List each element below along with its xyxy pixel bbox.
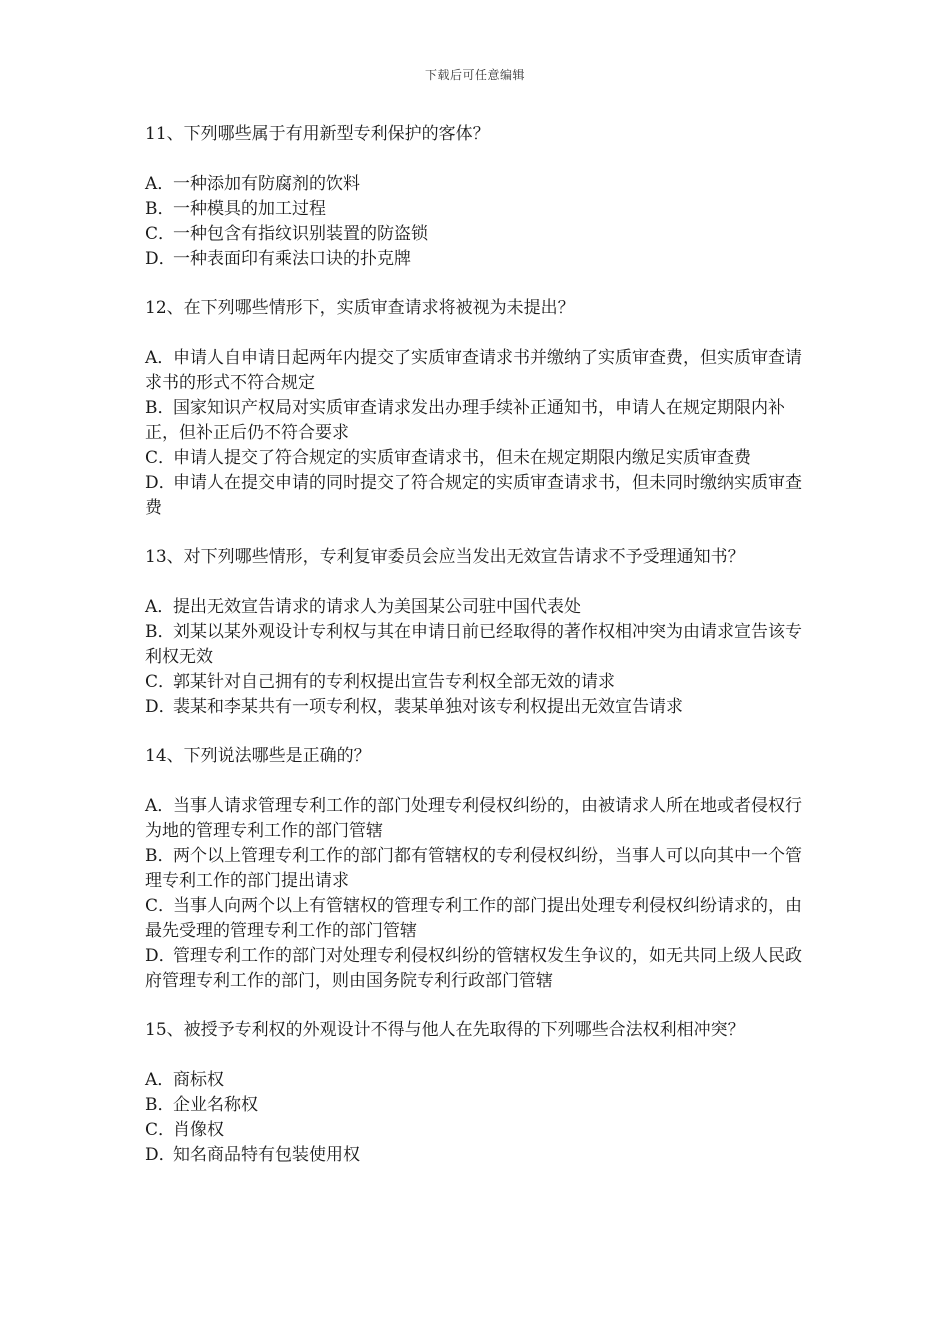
question-stem: 15、被授予专利权的外观设计不得与他人在先取得的下列哪些合法权利相冲突？ [145,1020,745,1040]
option-letter: D． [145,697,176,717]
option-d [145,471,810,521]
question-stem: 11、下列哪些属于有用新型专利保护的客体？ [145,124,490,144]
option-text: 当事人向两个以上有管辖权的管理专利工作的部门提出处理专利侵权纠纷请求的，由最先受理的管理专利工作的部门管辖 [145,896,802,941]
option-letter: A． [145,1070,175,1090]
option-letter: A． [145,796,175,816]
option-text: 两个以上管理专利工作的部门都有管辖权的专利侵权纠纷，当事人可以向其中一个管理专利工作的部门提出请求 [145,846,802,891]
question-stem: 14、下列说法哪些是正确的？ [145,746,371,766]
option-letter: B． [145,199,175,219]
option-c [145,446,810,471]
option-d [145,247,810,272]
question-15 [145,1018,810,1168]
question-13 [145,545,810,720]
option-d [145,944,810,994]
option-letter: A． [145,597,175,617]
option-text: 刘某以某外观设计专利权与其在申请日前已经取得的著作权相冲突为由请求宣告该专利权无效 [145,622,802,667]
option-letter: D． [145,946,176,966]
option-text: 裴某和李某共有一项专利权，裴某单独对该专利权提出无效宣告请求 [173,697,683,717]
option-text: 肖像权 [173,1120,224,1140]
option-letter: B． [145,622,175,642]
option-text: 国家知识产权局对实质审查请求发出办理手续补正通知书，申请人在规定期限内补正，但补正后仍不符合要求 [145,398,785,443]
option-d [145,1143,810,1168]
option-a [145,595,810,620]
option-a [145,794,810,844]
question-12 [145,296,810,521]
option-text: 当事人请求管理专利工作的部门处理专利侵权纠纷的，由被请求人所在地或者侵权行为地的管理专利工作的部门管辖 [145,796,802,841]
option-text: 提出无效宣告请求的请求人为美国某公司驻中国代表处 [173,597,581,617]
option-letter: C． [145,896,176,916]
option-letter: B． [145,398,175,418]
option-letter: B． [145,1095,175,1115]
option-b [145,396,810,446]
option-letter: C． [145,448,176,468]
option-letter: C． [145,672,176,692]
option-text: 企业名称权 [173,1095,258,1115]
option-text: 郭某针对自己拥有的专利权提出宣告专利权全部无效的请求 [173,672,615,692]
option-c [145,894,810,944]
option-text: 一种包含有指纹识别装置的防盗锁 [173,224,428,244]
option-b [145,844,810,894]
question-stem: 13、对下列哪些情形，专利复审委员会应当发出无效宣告请求不予受理通知书？ [145,547,745,567]
page-header: 下载后可任意编辑 [424,68,525,82]
option-text: 一种表面印有乘法口诀的扑克牌 [173,249,411,269]
option-letter: C． [145,224,176,244]
option-b [145,620,810,670]
option-text: 申请人自申请日起两年内提交了实质审查请求书并缴纳了实质审查费，但实质审查请求书的形式不符合规定 [145,348,802,393]
option-b [145,197,810,222]
option-c [145,1118,810,1143]
option-a [145,346,810,396]
option-letter: D． [145,249,176,269]
option-text: 管理专利工作的部门对处理专利侵权纠纷的管辖权发生争议的，如无共同上级人民政府管理专利工作的部门，则由国务院专利行政部门管辖 [145,946,802,991]
option-text: 申请人提交了符合规定的实质审查请求书，但未在规定期限内缴足实质审查费 [173,448,751,468]
option-letter: D． [145,473,176,493]
option-c [145,670,810,695]
question-stem: 12、在下列哪些情形下，实质审查请求将被视为未提出？ [145,298,575,318]
option-a [145,172,810,197]
option-letter: C． [145,1120,176,1140]
option-d [145,695,810,720]
option-b [145,1093,810,1118]
question-14 [145,744,810,994]
option-letter: A． [145,174,175,194]
option-letter: B． [145,846,175,866]
question-11 [145,122,810,272]
option-a [145,1068,810,1093]
option-c [145,222,810,247]
question-list [145,122,810,1192]
option-text: 商标权 [173,1070,224,1090]
option-text: 一种添加有防腐剂的饮料 [173,174,360,194]
option-text: 一种模具的加工过程 [173,199,326,219]
option-text: 申请人在提交申请的同时提交了符合规定的实质审查请求书，但未同时缴纳实质审查费 [145,473,802,518]
option-letter: A． [145,348,175,368]
option-letter: D． [145,1145,176,1165]
option-text: 知名商品特有包装使用权 [173,1145,360,1165]
